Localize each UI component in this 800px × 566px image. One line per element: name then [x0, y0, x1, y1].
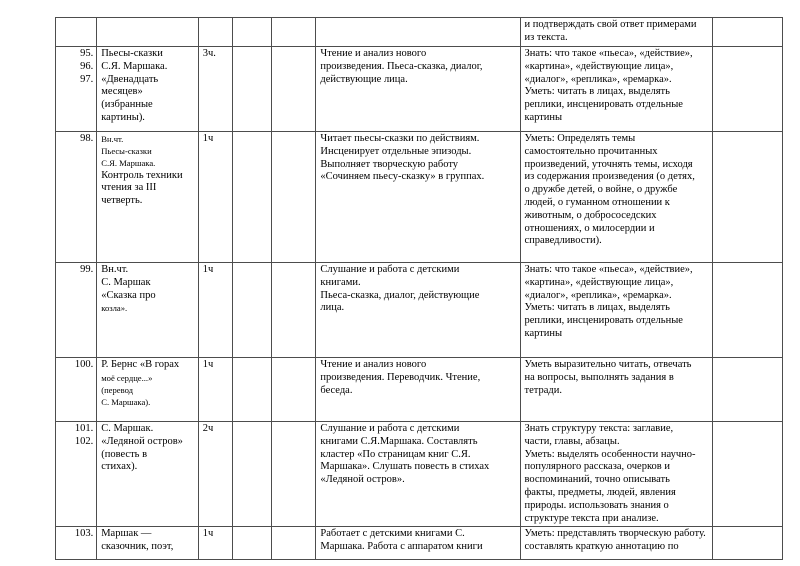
cell-number [56, 47, 97, 132]
text-line: лица. [320, 302, 345, 314]
text-line: произведения. Пьеса-сказка, диалог, [320, 60, 483, 72]
text-line: Уметь: выделять особенности научно- [524, 448, 696, 460]
cell-topic [97, 47, 199, 132]
cell-hours: 3ч. [198, 47, 232, 132]
cell-empty-b [272, 47, 316, 132]
cell-empty-a [232, 47, 271, 132]
cell-empty-b [272, 18, 316, 47]
text-line: Инсценирует отдельные эпизоды. [320, 145, 472, 157]
text-line: людей, о гуманном отношении к [524, 196, 670, 208]
cell-empty-b [272, 132, 316, 263]
text-line: произведения. Переводчик. Чтение, [320, 371, 481, 383]
text-line: Маршака. Работа с аппаратом книги [320, 541, 483, 553]
text-line: «Ледяной остров» [101, 435, 183, 447]
text-line: 99. [80, 264, 94, 275]
cell-topic [97, 527, 199, 560]
cell-number [56, 358, 97, 422]
cell-hours: 1ч [198, 527, 232, 560]
cell-knowledge [520, 422, 712, 527]
text-line: «Сочиняем пьесу-сказку» в группах. [320, 171, 485, 183]
cell-topic [97, 263, 199, 358]
text-line: кластер «По страницам книг С.Я. [320, 448, 471, 460]
text-line: 101. [74, 423, 94, 434]
cell-empty-c [712, 358, 782, 422]
text-line: картины). [101, 111, 145, 123]
text-line: картины [524, 111, 563, 123]
cell-hours: 1ч [198, 263, 232, 358]
text-line: отношениях, о милосердии и [524, 222, 655, 234]
text-line: книгами С.Я.Маршака. Составлять [320, 435, 478, 447]
cell-empty-a [232, 358, 271, 422]
cell-empty-b [272, 358, 316, 422]
text-line: природы. использовать знания о [524, 499, 669, 511]
cell-hours [198, 18, 232, 47]
text-line: Контроль техники [101, 169, 183, 181]
text-line: С. Маршак. [101, 423, 154, 434]
text-line: популярного рассказа, очерков и [524, 461, 670, 473]
text-line: С. Маршак [101, 276, 151, 288]
text-line: месяцев» [101, 86, 143, 98]
cell-topic [97, 422, 199, 527]
cell-activity [316, 263, 520, 358]
text-line: справедливости). [524, 235, 602, 247]
text-line: Чтение и анализ нового [320, 359, 427, 370]
table-row [56, 132, 783, 263]
text-line: структуре текста при анализе. [524, 512, 659, 524]
text-line: «диалог», «реплика», «ремарка». [524, 73, 672, 85]
text-line: Уметь: читать в лицах, выделять [524, 302, 670, 314]
cell-number [56, 422, 97, 527]
text-line: Р. Бернс «В горах [101, 359, 180, 370]
cell-topic [97, 18, 199, 47]
text-line: части, главы, абзацы. [524, 435, 620, 447]
text-line: Маршака». Слушать повесть в стихах [320, 461, 490, 473]
text-line: 96. [80, 60, 94, 72]
text-line: Уметь: представлять творческую работу. [524, 528, 706, 540]
text-line: реплики, инсценировать отдельные [524, 315, 683, 327]
cell-activity [316, 527, 520, 560]
cell-empty-a [232, 422, 271, 527]
text-line: «Ледяной остров». [320, 474, 405, 486]
text-line: реплики, инсценировать отдельные [524, 99, 683, 111]
text-line: Вн.чт. [101, 264, 129, 275]
text-line: (избранные [101, 99, 153, 111]
text-line: Знать структуру текста: заглавие, [524, 423, 674, 434]
table-row [56, 527, 783, 560]
cell-hours: 1ч [198, 358, 232, 422]
text-line: воспоминаний, точно описывать [524, 474, 670, 486]
text-line: на вопросы, выполнять задания в [524, 371, 674, 383]
text-line: «Двенадцать [101, 73, 159, 85]
text-line: Пьесы-сказки [101, 146, 152, 157]
text-line: 98. [80, 133, 94, 144]
cell-empty-a [232, 527, 271, 560]
text-line: составлять краткую аннотацию по [524, 541, 679, 553]
cell-activity [316, 47, 520, 132]
text-line: и подтверждать свой ответ примерами [524, 19, 697, 30]
text-line: Уметь выразительно читать, отвечать [524, 359, 692, 370]
text-line: Слушание и работа с детскими [320, 423, 460, 434]
text-line: Уметь: читать в лицах, выделять [524, 86, 670, 98]
cell-empty-c [712, 263, 782, 358]
text-line: Знать: что такое «пьеса», «действие», [524, 264, 693, 275]
text-line: тетради. [524, 384, 562, 396]
text-line: произведений, уточнять темы, исходя [524, 158, 693, 170]
cell-empty-c [712, 132, 782, 263]
text-line: чтения за III [101, 182, 157, 194]
text-line: 95. [80, 48, 94, 59]
table-row [56, 18, 783, 47]
text-line: козла». [101, 303, 128, 314]
text-line: четверть. [101, 195, 143, 207]
table-row [56, 422, 783, 527]
text-line: факты, предметы, людей, явления [524, 486, 676, 498]
cell-knowledge [520, 47, 712, 132]
cell-activity [316, 18, 520, 47]
cell-empty-c [712, 18, 782, 47]
text-line: книгами. [320, 276, 361, 288]
text-line: 100. [74, 359, 94, 370]
text-line: сказочник, поэт, [101, 541, 174, 553]
text-line: Слушание и работа с детскими [320, 264, 460, 275]
text-line: «картина», «действующие лица», [524, 60, 674, 72]
cell-empty-c [712, 47, 782, 132]
cell-knowledge [520, 263, 712, 358]
lesson-plan-table [55, 17, 783, 560]
text-line: «картина», «действующие лица», [524, 276, 674, 288]
text-line: Чтение и анализ нового [320, 48, 427, 59]
cell-number [56, 18, 97, 47]
text-line: Работает с детскими книгами С. [320, 528, 465, 540]
cell-empty-b [272, 263, 316, 358]
cell-empty-a [232, 132, 271, 263]
text-line: С.Я. Маршака. [101, 60, 168, 72]
text-line: 103. [74, 528, 94, 540]
text-line: беседа. [320, 384, 353, 396]
text-line: Маршак — [101, 528, 152, 540]
text-line: С.Я. Маршака. [101, 158, 156, 169]
table-row [56, 358, 783, 422]
table-row [56, 47, 783, 132]
cell-empty-c [712, 527, 782, 560]
text-line: 102. [74, 435, 94, 447]
cell-topic [97, 132, 199, 263]
text-line: Пьесы-сказки [101, 48, 163, 59]
text-line: 97. [80, 73, 94, 85]
text-line: из содержания произведения (о детях, [524, 171, 695, 183]
text-line: Знать: что такое «пьеса», «действие», [524, 48, 693, 59]
cell-knowledge [520, 358, 712, 422]
text-line: С. Маршака). [101, 397, 151, 408]
text-line: «диалог», «реплика», «ремарка». [524, 289, 672, 301]
text-line: картины [524, 327, 563, 339]
table-row [56, 263, 783, 358]
text-line: из текста. [524, 31, 568, 43]
text-line: самостоятельно прочитанных [524, 145, 658, 157]
text-line: Уметь: Определять темы [524, 133, 636, 144]
cell-activity [316, 422, 520, 527]
text-line: «Сказка про [101, 289, 156, 301]
text-line: о дружбе детей, о войне, о дружбе [524, 184, 678, 196]
text-line: Выполняет творческую работу [320, 158, 459, 170]
text-line: стихах). [101, 461, 138, 473]
cell-empty-b [272, 527, 316, 560]
text-line: (перевод [101, 385, 134, 395]
cell-empty-a [232, 18, 271, 47]
cell-number [56, 263, 97, 358]
cell-knowledge [520, 132, 712, 263]
text-line: (повесть в [101, 448, 148, 460]
text-line: моё сердце...» [101, 372, 153, 383]
text-line: действующие лица. [320, 73, 408, 85]
cell-empty-c [712, 422, 782, 527]
cell-number [56, 132, 97, 263]
cell-activity [316, 132, 520, 263]
text-line: Пьеса-сказка, диалог, действующие [320, 289, 480, 301]
cell-activity [316, 358, 520, 422]
cell-knowledge [520, 18, 712, 47]
cell-number [56, 527, 97, 560]
cell-hours: 1ч [198, 132, 232, 263]
text-line: Читает пьесы-сказки по действиям. [320, 133, 480, 144]
cell-knowledge [520, 527, 712, 560]
cell-empty-a [232, 263, 271, 358]
cell-hours: 2ч [198, 422, 232, 527]
text-line: Вн.чт. [101, 134, 124, 144]
text-line: животным, о добрососедских [524, 209, 657, 221]
cell-topic [97, 358, 199, 422]
cell-empty-b [272, 422, 316, 527]
table-body [56, 18, 783, 560]
